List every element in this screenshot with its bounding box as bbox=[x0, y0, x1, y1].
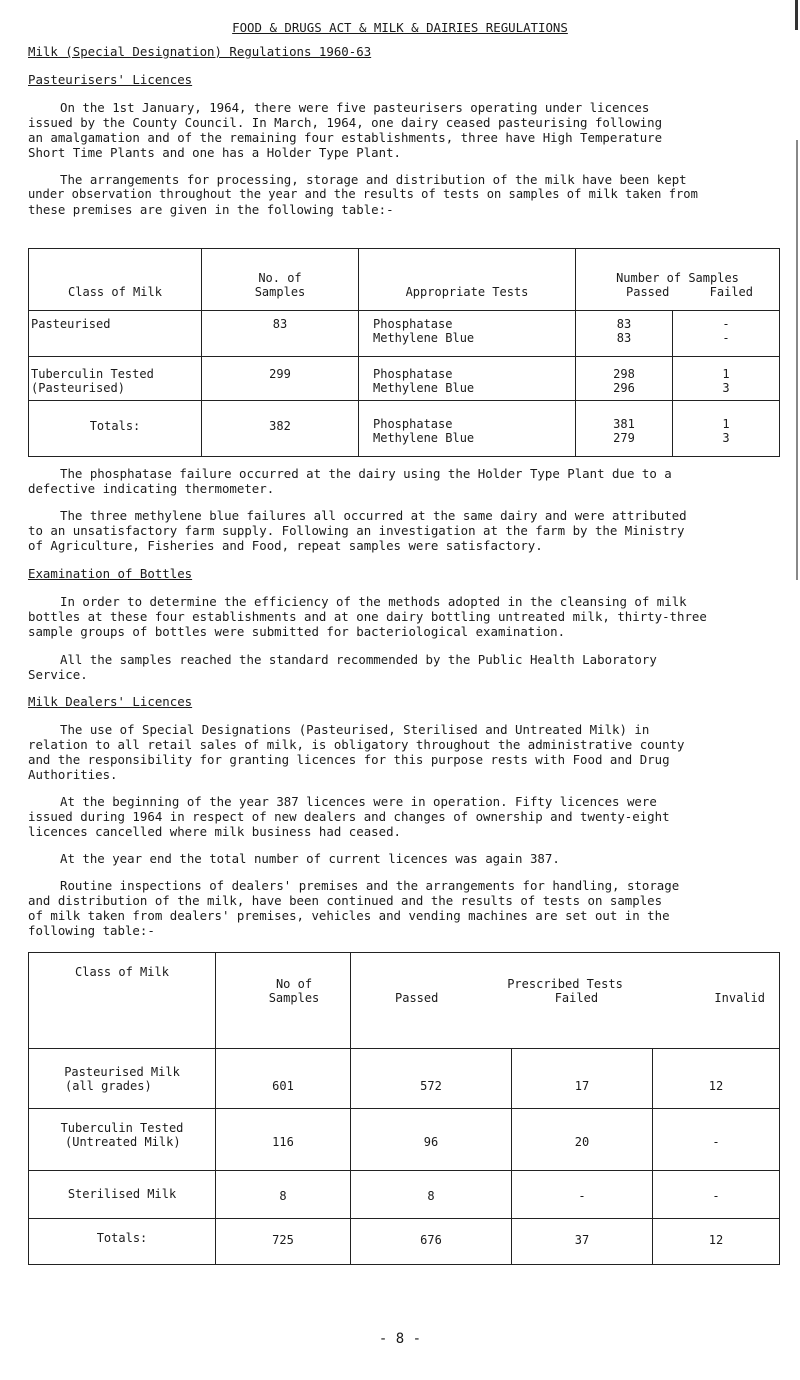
dealers-heading: Milk Dealers' Licences bbox=[28, 694, 193, 709]
paragraph-line: All the samples reached the standard recommended by the Public Health Laboratory bbox=[60, 652, 657, 667]
header-cell bbox=[216, 953, 351, 1049]
paragraph-line: At the beginning of the year 387 licences were in operation. Fifty licences were bbox=[60, 794, 657, 809]
table-row-totals bbox=[29, 401, 780, 457]
header-passed: Passed bbox=[626, 285, 670, 299]
paragraph-line: following table:- bbox=[28, 923, 155, 938]
bottles-heading: Examination of Bottles bbox=[28, 566, 193, 581]
header-cell bbox=[29, 249, 202, 311]
paragraph-line: Routine inspections of dealers' premises and the arrangements for handling, storage bbox=[60, 878, 680, 893]
paragraph-line: of milk taken from dealers' premises, vehicles and vending machines are set out in the bbox=[28, 908, 670, 923]
header-passed: Passed bbox=[395, 991, 439, 1005]
dealer-samples-table bbox=[28, 952, 780, 1265]
paragraph-line: Authorities. bbox=[28, 767, 118, 782]
table-row bbox=[29, 1049, 780, 1109]
row-tests: Phosphatase Methylene Blue bbox=[359, 311, 576, 357]
header-passed-failed bbox=[576, 285, 779, 299]
header-results bbox=[351, 991, 779, 1005]
row-passed: 96 bbox=[351, 1109, 512, 1171]
table-row bbox=[29, 357, 780, 401]
row-tests: Phosphatase Methylene Blue bbox=[359, 401, 576, 457]
row-passed: 676 bbox=[351, 1219, 512, 1265]
row-failed: 37 bbox=[512, 1219, 653, 1265]
pasteurisers-heading: Pasteurisers' Licences bbox=[28, 72, 193, 87]
row-class: Totals: bbox=[29, 401, 202, 457]
paragraph-line: issued by the County Council. In March, 1964, one dairy ceased pasteurising following bbox=[28, 115, 663, 130]
row-samples: 8 bbox=[216, 1171, 351, 1219]
row-samples: 83 bbox=[202, 311, 359, 357]
paragraph-line: to an unsatisfactory farm supply. Following an investigation at the farm by the Ministry bbox=[28, 523, 685, 538]
header-failed: Failed bbox=[709, 285, 753, 299]
row-passed: 298 296 bbox=[576, 357, 673, 401]
row-class: Pasteurised Milk (all grades) bbox=[29, 1049, 216, 1109]
paragraph-line: an amalgamation and of the remaining four establishments, three have High Temperature bbox=[28, 130, 663, 145]
row-failed: 1 3 bbox=[673, 357, 780, 401]
page-number: - 8 - bbox=[378, 1331, 422, 1347]
paragraph-line: Service. bbox=[28, 667, 88, 682]
header-prescribed-tests: Prescribed Tests bbox=[507, 977, 623, 991]
row-failed: 1 3 bbox=[673, 401, 780, 457]
paragraph-line: sample groups of bottles were submitted for bacteriological examination. bbox=[28, 624, 566, 639]
paragraph-line: under observation throughout the year and the results of tests on samples of milk taken from bbox=[28, 187, 698, 201]
row-samples: 601 bbox=[216, 1049, 351, 1109]
paragraph-line: of Agriculture, Fisheries and Food, repeat samples were satisfactory. bbox=[28, 538, 543, 553]
paragraph-line: and distribution of the milk, have been continued and the results of tests on samples bbox=[28, 893, 663, 908]
row-invalid: - bbox=[653, 1171, 780, 1219]
table-row bbox=[29, 1109, 780, 1171]
pasteuriser-samples-table bbox=[28, 248, 780, 457]
header-number-of-samples: Number of Samples bbox=[616, 271, 739, 285]
paragraph-line: and the responsibility for granting licences for this purpose rests with Food and Drug bbox=[28, 752, 670, 767]
row-passed: 572 bbox=[351, 1049, 512, 1109]
table-header-row bbox=[29, 249, 780, 311]
scan-edge bbox=[796, 140, 798, 580]
header-invalid: Invalid bbox=[714, 991, 765, 1005]
header-tests: Appropriate Tests bbox=[405, 285, 529, 299]
row-samples: 116 bbox=[216, 1109, 351, 1171]
table-row bbox=[29, 311, 780, 357]
header-cell bbox=[359, 249, 576, 311]
row-class: Pasteurised bbox=[29, 311, 202, 357]
header-samples: Samples bbox=[254, 285, 306, 299]
paragraph-line: In order to determine the efficiency of the methods adopted in the cleansing of milk bbox=[60, 594, 687, 609]
row-class: Totals: bbox=[29, 1219, 216, 1265]
paragraph-line: relation to all retail sales of milk, is obligatory throughout the administrative county bbox=[28, 737, 685, 752]
paragraph-line: The phosphatase failure occurred at the dairy using the Holder Type Plant due to a bbox=[60, 466, 672, 481]
header-cell bbox=[29, 953, 216, 1049]
row-failed: 17 bbox=[512, 1049, 653, 1109]
row-class: Tuberculin Tested (Pasteurised) bbox=[29, 357, 202, 401]
paragraph-line: Short Time Plants and one has a Holder Type Plant. bbox=[28, 145, 401, 160]
paragraph-line: issued during 1964 in respect of new dealers and changes of ownership and twenty-eight bbox=[28, 809, 670, 824]
header-cell bbox=[351, 953, 780, 1049]
paragraph-line: The three methylene blue failures all occurred at the same dairy and were attributed bbox=[60, 508, 687, 523]
row-invalid: 12 bbox=[653, 1049, 780, 1109]
table-header-row bbox=[29, 953, 780, 1049]
header-failed: Failed bbox=[554, 991, 599, 1005]
row-failed: 20 bbox=[512, 1109, 653, 1171]
row-passed: 8 bbox=[351, 1171, 512, 1219]
row-tests: Phosphatase Methylene Blue bbox=[359, 357, 576, 401]
paragraph-line: defective indicating thermometer. bbox=[28, 481, 275, 496]
header-cell bbox=[576, 249, 780, 311]
document-title: FOOD & DRUGS ACT & MILK & DAIRIES REGULATIONS bbox=[232, 20, 568, 35]
row-class: Sterilised Milk bbox=[29, 1171, 216, 1219]
row-passed: 83 83 bbox=[576, 311, 673, 357]
paragraph-line: On the 1st January, 1964, there were five pasteurisers operating under licences bbox=[60, 100, 650, 115]
header-cell bbox=[202, 249, 359, 311]
row-samples: 725 bbox=[216, 1219, 351, 1265]
row-samples: 382 bbox=[202, 401, 359, 457]
paragraph-line: The arrangements for processing, storage and distribution of the milk have been kept bbox=[60, 172, 687, 187]
header-samples: No. of bbox=[258, 271, 302, 285]
row-invalid: - bbox=[653, 1109, 780, 1171]
row-class: Tuberculin Tested (Untreated Milk) bbox=[29, 1109, 216, 1171]
row-invalid: 12 bbox=[653, 1219, 780, 1265]
table-row-totals bbox=[29, 1219, 780, 1265]
header-class: Class of Milk bbox=[68, 285, 162, 299]
paragraph-line: At the year end the total number of current licences was again 387. bbox=[60, 851, 560, 866]
header-samples: Samples bbox=[268, 991, 320, 1005]
row-samples: 299 bbox=[202, 357, 359, 401]
paragraph-line: bottles at these four establishments and at one dairy bottling untreated milk, thirty-three bbox=[28, 609, 707, 624]
paragraph-line: these premises are given in the following table:- bbox=[28, 202, 394, 217]
header-samples: No of bbox=[275, 977, 313, 991]
table-row bbox=[29, 1171, 780, 1219]
paragraph-line: licences cancelled where milk business had ceased. bbox=[28, 824, 401, 839]
header-class: Class of Milk bbox=[75, 965, 169, 979]
row-failed: - bbox=[512, 1171, 653, 1219]
regulations-subtitle: Milk (Special Designation) Regulations 1960-63 bbox=[28, 44, 372, 59]
paragraph-line: The use of Special Designations (Pasteurised, Sterilised and Untreated Milk) in bbox=[60, 722, 650, 737]
row-failed: - - bbox=[673, 311, 780, 357]
row-passed: 381 279 bbox=[576, 401, 673, 457]
